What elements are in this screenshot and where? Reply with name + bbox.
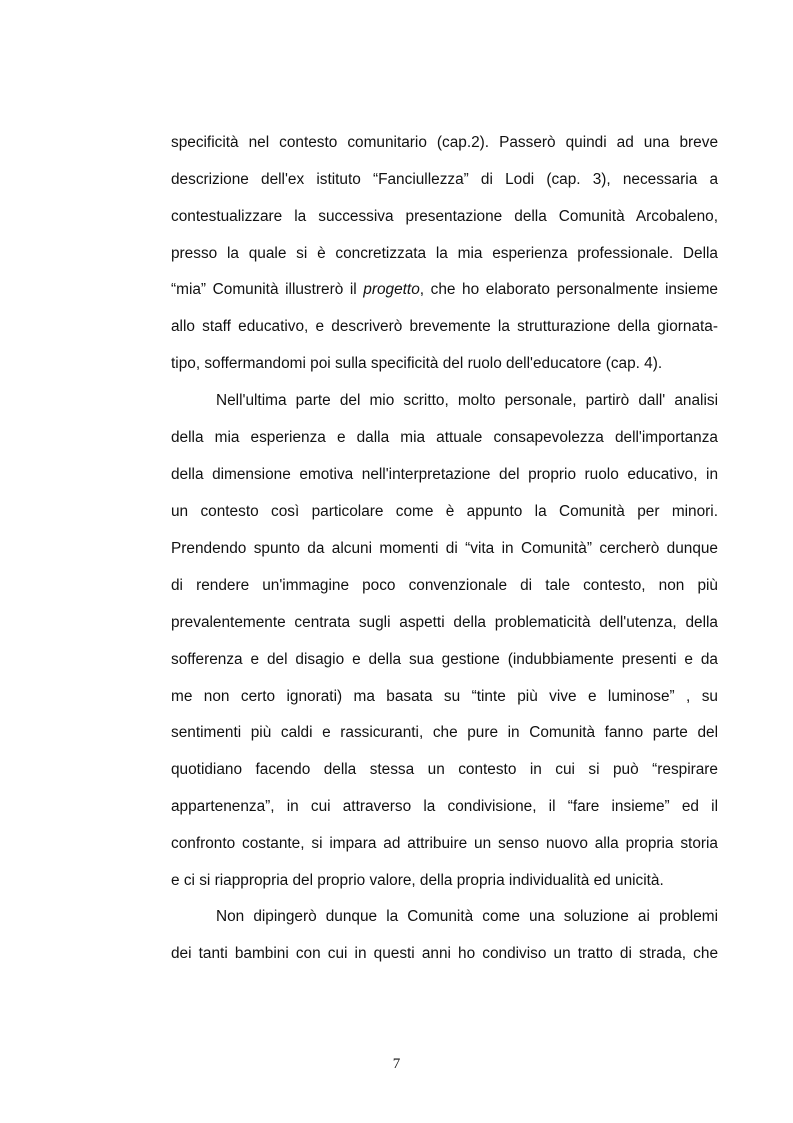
text-line: Prendendo spunto da alcuni momenti di “vita in Comunità” cercherò dunque bbox=[171, 540, 718, 557]
text-line: Non dipingerò dunque la Comunità come una soluzione ai problemi bbox=[216, 908, 718, 925]
text-line: presso la quale si è concretizzata la mia esperienza professionale. Della bbox=[171, 245, 718, 262]
text-line: “mia” Comunità illustrerò il progetto, che ho elaborato personalmente insieme bbox=[171, 281, 718, 298]
text-line: confronto costante, si impara ad attribuire un senso nuovo alla propria storia bbox=[171, 835, 718, 852]
text-line: della mia esperienza e dalla mia attuale consapevolezza dell'importanza bbox=[171, 429, 718, 446]
text-line: sofferenza e del disagio e della sua gestione (indubbiamente presenti e da bbox=[171, 651, 718, 668]
emphasized-word: progetto bbox=[363, 281, 420, 298]
text-line: prevalentemente centrata sugli aspetti della problematicità dell'utenza, della bbox=[171, 614, 718, 631]
text-line: un contesto così particolare come è appunto la Comunità per minori. bbox=[171, 503, 718, 520]
text-line: di rendere un'immagine poco convenzionale di tale contesto, non più bbox=[171, 577, 718, 594]
text-line: della dimensione emotiva nell'interpretazione del proprio ruolo educativo, in bbox=[171, 466, 718, 483]
text-line: e ci si riappropria del proprio valore, della propria individualità ed unicità. bbox=[171, 872, 664, 889]
text-line: specificità nel contesto comunitario (cap.2). Passerò quindi ad una breve bbox=[171, 134, 718, 151]
text-line: contestualizzare la successiva presentazione della Comunità Arcobaleno, bbox=[171, 208, 718, 225]
text-line: sentimenti più caldi e rassicuranti, che pure in Comunità fanno parte del bbox=[171, 724, 718, 741]
page-number: 7 bbox=[392, 1056, 401, 1072]
text-line: dei tanti bambini con cui in questi anni ho condiviso un tratto di strada, che bbox=[171, 945, 718, 962]
text-line: Nell'ultima parte del mio scritto, molto personale, partirò dall' analisi bbox=[216, 392, 718, 409]
text-line: allo staff educativo, e descriverò brevemente la strutturazione della giornata- bbox=[171, 318, 718, 335]
text-line: quotidiano facendo della stessa un contesto in cui si può “respirare bbox=[171, 761, 718, 778]
text-line: descrizione dell'ex istituto “Fanciullezza” di Lodi (cap. 3), necessaria a bbox=[171, 171, 718, 188]
text-line: tipo, soffermandomi poi sulla specificità del ruolo dell'educatore (cap. 4). bbox=[171, 355, 663, 372]
text-line: me non certo ignorati) ma basata su “tinte più vive e luminose” , su bbox=[171, 688, 718, 705]
text-line: appartenenza”, in cui attraverso la condivisione, il “fare insieme” ed il bbox=[171, 798, 718, 815]
